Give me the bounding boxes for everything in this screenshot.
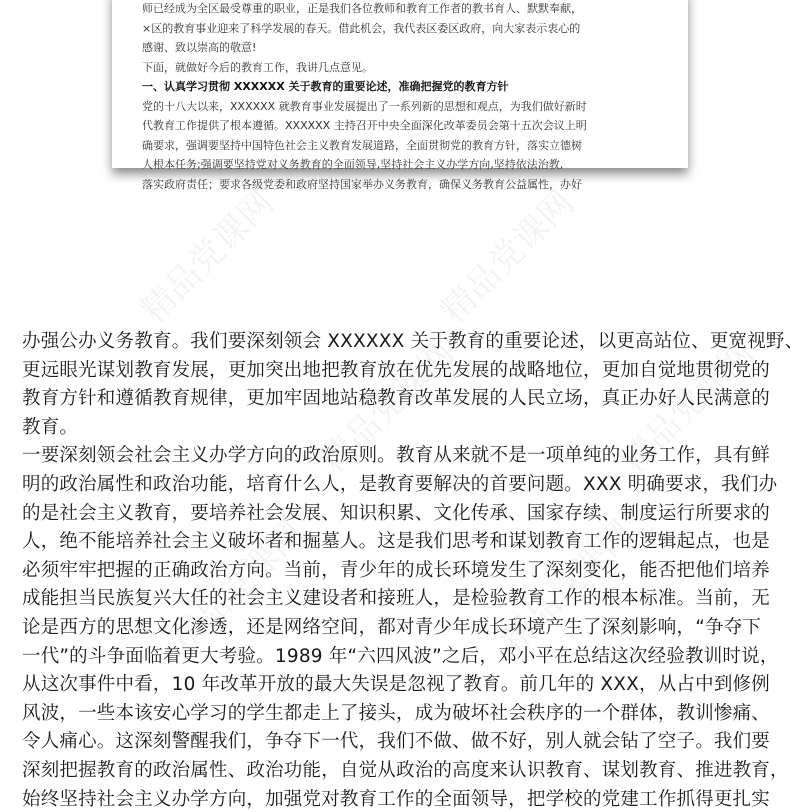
- body-text-line: 的是社会主义教育，要培养社会发展、知识积累、文化传承、国家存续、制度运行所要求的: [22, 502, 771, 524]
- card-text-line: 下面，就做好今后的教育工作，我讲几点意见。: [142, 60, 373, 74]
- card-text-line: 感谢、致以崇高的敬意!: [142, 41, 257, 54]
- body-text-line: 教育方针和遵循教育规律，更加牢固地站稳教育改革发展的人民立场，真正办好人民满意的: [22, 388, 771, 410]
- body-text-line: 从这次事件中看，10 年改革开放的最大失误是忽视了教育。前几年的 XXX，从占中到修例: [22, 674, 770, 696]
- card-text-line: 代教育工作提供了根本遵循。XXXXXX 主持召开中央全面深化改革委员会第十五次会议上明: [142, 119, 587, 132]
- body-text-line: 论是西方的思想文化渗透，还是网络空间，都对青少年成长环境产生了深刻影响，“争夺下: [22, 617, 762, 638]
- body-text-line: 始终坚持社会主义办学方向，加强党对教育工作的全面领导，把学校的党建工作抓得更扎实: [22, 788, 771, 810]
- body-text-line: 教育。: [22, 416, 79, 438]
- card-text-line: 落实政府责任；要求各级党委和政府坚持国家举办义务教育，确保义务教育公益属性，办好: [142, 177, 582, 191]
- card-text-line: 人根本任务;强调要坚持党对义务教育的全面领导,坚持社会主义办学方向,坚持依法治教,: [142, 158, 564, 171]
- body-text-line: 更远眼光谋划教育发展，更加突出地把教育放在优先发展的战略地位，更加自觉地贯彻党的: [22, 359, 771, 381]
- body-text-line: 一要深刻领会社会主义办学方向的政治原则。教育从来就不是一项单纯的业务工作，具有鲜: [22, 445, 771, 467]
- body-text-line: 必须牢牢把握的正确政治方向。当前，青少年的成长环境发生了深刻变化，能否把他们培养: [22, 559, 771, 581]
- watermark-text: 精品党课网: [163, 512, 312, 662]
- watermark-text: 精品党课网: [493, 512, 642, 662]
- watermark-text: 精品党课网: [133, 182, 282, 332]
- body-text-line: 风波，一些本该安心学习的学生都走上了接头，成为破坏社会秩序的一个群体，教训惨痛、: [22, 702, 771, 724]
- watermark-text: 精品党课网: [313, 332, 462, 482]
- card-text-line: ×区的教育事业迎来了科学发展的春天。借此机会，我代表区委区政府，向大家表示衷心的: [142, 21, 581, 35]
- section-heading: 一、认真学习贯彻 XXXXXX 关于教育的重要论述，准确把握党的教育方针: [142, 80, 509, 93]
- card-text-line: 师已经成为全区最受尊重的职业，正是我们各位教师和教育工作者的教书育人、默默奉献，: [142, 2, 582, 15]
- watermark-text: 精品党课网: [613, 332, 762, 482]
- card-text-line: 党的十八大以来，XXXXXX 就教育事业发展提出了一系列新的思想和观点，为我们做好新时: [142, 99, 587, 113]
- body-text-line: 深刻把握教育的政治属性、政治功能，自觉从政治的高度来认识教育、谋划教育、推进教育，: [22, 760, 789, 781]
- body-text-line: 一代”的斗争面临着更大考验。1989 年“六四风波”之后，邓小平在总结这次经验教训时说，: [22, 645, 779, 667]
- body-text-line: 令人痛心。这深刻警醒我们，争夺下一代，我们不做、做不好，别人就会钻了空子。我们要: [22, 731, 771, 753]
- body-text-line: 人，绝不能培养社会主义破坏者和掘墓人。这是我们思考和谋划教育工作的逻辑起点，也是: [22, 531, 771, 553]
- card-text-line: 确要求，强调要坚持中国特色社会主义教育发展道路，全面贯彻党的教育方针，落实立德树: [142, 138, 582, 152]
- watermark-text: 精品党课网: [433, 182, 582, 332]
- body-text-line: 成能担当民族复兴大任的社会主义建设者和接班人，是检验教育工作的根本标准。当前，无: [22, 588, 771, 610]
- body-text-line: 办强公办义务教育。我们要深刻领会 XXXXXX 关于教育的重要论述，以更高站位、更宽视野、: [22, 331, 803, 352]
- document-preview-card: [112, 0, 688, 191]
- body-text-line: 明的政治属性和政治功能，培育什么人，是教育要解决的首要问题。XXX 明确要求，我们办: [22, 474, 778, 495]
